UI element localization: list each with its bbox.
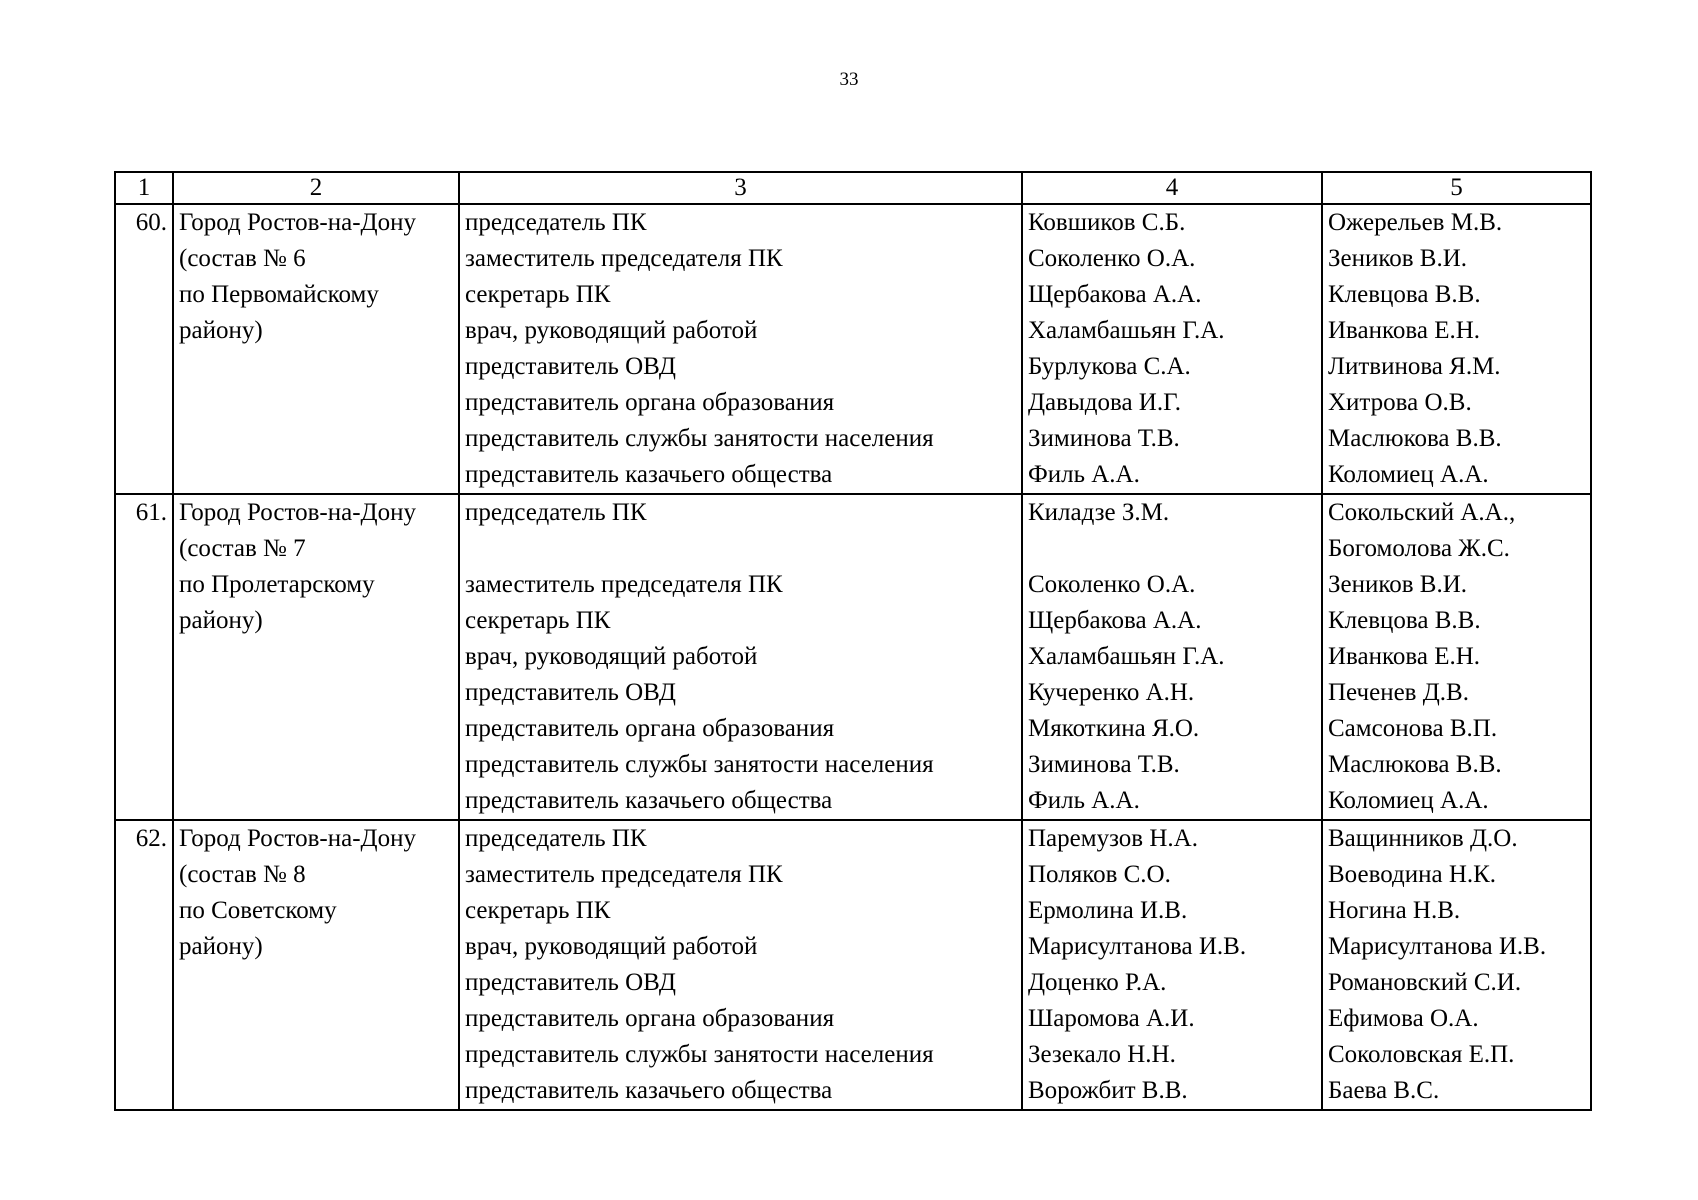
role-line: врач, руководящий работой xyxy=(465,643,758,670)
member-line: Ермолина И.В. xyxy=(1028,897,1188,924)
reserve-line: Ногина Н.В. xyxy=(1328,897,1461,924)
role-line: представитель ОВД xyxy=(465,353,676,380)
reserve-line: Коломиец А.А. xyxy=(1328,461,1489,488)
member-line: Щербакова А.А. xyxy=(1028,607,1202,634)
reserve-line: Ефимова О.А. xyxy=(1328,1005,1479,1032)
row-number-text: 62. xyxy=(135,825,167,852)
column-header: 4 xyxy=(1022,172,1322,204)
column-header: 2 xyxy=(173,172,459,204)
reserve-line: Воеводина Н.К. xyxy=(1328,861,1497,888)
member-line: Филь А.А. xyxy=(1028,461,1140,488)
role-line: председатель ПК xyxy=(465,825,647,852)
roles-cell xyxy=(459,204,1022,494)
member-line: Соколенко О.А. xyxy=(1028,245,1196,272)
role-line: представитель службы занятости населения xyxy=(465,425,934,452)
member-line: Киладзе З.М. xyxy=(1028,499,1170,526)
reserve-line: Сокольский А.А., xyxy=(1328,499,1516,526)
region-line: Город Ростов-на-Дону xyxy=(179,499,416,526)
reserves-cell xyxy=(1322,494,1591,820)
member-line: Поляков С.О. xyxy=(1028,861,1171,888)
member-line: Зезекало Н.Н. xyxy=(1028,1041,1176,1068)
reserve-line: Соколовская Е.П. xyxy=(1328,1041,1515,1068)
reserve-line: Маслюкова В.В. xyxy=(1328,425,1502,452)
members-cell xyxy=(1022,204,1322,494)
member-line: Кучеренко А.Н. xyxy=(1028,679,1195,706)
role-line: представитель казачьего общества xyxy=(465,461,833,488)
reserve-line: Маслюкова В.В. xyxy=(1328,751,1502,778)
role-line: представитель казачьего общества xyxy=(465,787,833,814)
member-line: Соколенко О.А. xyxy=(1028,571,1196,598)
reserve-line: Клевцова В.В. xyxy=(1328,281,1481,308)
row-number xyxy=(115,204,173,494)
reserve-line: Богомолова Ж.С. xyxy=(1328,535,1510,562)
region-line: Город Ростов-на-Дону xyxy=(179,825,416,852)
member-line: Щербакова А.А. xyxy=(1028,281,1202,308)
reserve-line: Иванкова Е.Н. xyxy=(1328,317,1481,344)
reserve-line: Зеников В.И. xyxy=(1328,245,1468,272)
member-line: Давыдова И.Г. xyxy=(1028,389,1181,416)
member-line: Халамбашьян Г.А. xyxy=(1028,643,1225,670)
role-line: председатель ПК xyxy=(465,209,647,236)
role-line: представитель казачьего общества xyxy=(465,1077,833,1104)
role-line xyxy=(465,531,1016,567)
row-number xyxy=(115,494,173,820)
role-line: представитель органа образования xyxy=(465,389,835,416)
member-line: Бурлукова С.А. xyxy=(1028,353,1191,380)
member-line: Зиминова Т.В. xyxy=(1028,751,1180,778)
column-header: 1 xyxy=(115,172,173,204)
role-line: секретарь ПК xyxy=(465,281,611,308)
reserve-line: Самсонова В.П. xyxy=(1328,715,1498,742)
reserve-line: Коломиец А.А. xyxy=(1328,787,1489,814)
role-line: представитель службы занятости населения xyxy=(465,1041,934,1068)
member-line: Паремузов Н.А. xyxy=(1028,825,1198,852)
region-cell xyxy=(173,494,459,820)
role-line: заместитель председателя ПК xyxy=(465,245,783,272)
table-row xyxy=(115,204,1591,494)
role-line: председатель ПК xyxy=(465,499,647,526)
reserve-line: Иванкова Е.Н. xyxy=(1328,643,1481,670)
role-line: заместитель председателя ПК xyxy=(465,861,783,888)
column-header: 3 xyxy=(459,172,1022,204)
region-line: району) xyxy=(179,317,263,344)
role-line: врач, руководящий работой xyxy=(465,933,758,960)
region-line: (состав № 6 xyxy=(179,245,306,272)
member-line: Марисултанова И.В. xyxy=(1028,933,1247,960)
reserve-line: Ващинников Д.О. xyxy=(1328,825,1518,852)
members-cell xyxy=(1022,494,1322,820)
table-row xyxy=(115,820,1591,1110)
table-row xyxy=(115,494,1591,820)
reserve-line: Романовский С.И. xyxy=(1328,969,1522,996)
role-line: секретарь ПК xyxy=(465,607,611,634)
role-line: представитель органа образования xyxy=(465,715,835,742)
role-line: врач, руководящий работой xyxy=(465,317,758,344)
column-header: 5 xyxy=(1322,172,1591,204)
roles-cell xyxy=(459,820,1022,1110)
reserve-line: Литвинова Я.М. xyxy=(1328,353,1501,380)
region-line: Город Ростов-на-Дону xyxy=(179,209,416,236)
member-line: Мякоткина Я.О. xyxy=(1028,715,1200,742)
commission-table xyxy=(114,171,1592,1111)
reserve-line: Печенев Д.В. xyxy=(1328,679,1469,706)
role-line: секретарь ПК xyxy=(465,897,611,924)
members-cell xyxy=(1022,820,1322,1110)
roles-cell xyxy=(459,494,1022,820)
role-line: заместитель председателя ПК xyxy=(465,571,783,598)
reserves-cell xyxy=(1322,204,1591,494)
member-line xyxy=(1028,531,1316,567)
member-line: Халамбашьян Г.А. xyxy=(1028,317,1225,344)
reserves-cell xyxy=(1322,820,1591,1110)
region-line: (состав № 7 xyxy=(179,535,306,562)
region-line: по Пролетарскому xyxy=(179,571,375,598)
role-line: представитель ОВД xyxy=(465,679,676,706)
reserve-line: Баева В.С. xyxy=(1328,1077,1440,1104)
member-line: Ворожбит В.В. xyxy=(1028,1077,1188,1104)
role-line: представитель ОВД xyxy=(465,969,676,996)
reserve-line: Хитрова О.В. xyxy=(1328,389,1472,416)
role-line: представитель органа образования xyxy=(465,1005,835,1032)
region-cell xyxy=(173,204,459,494)
member-line: Филь А.А. xyxy=(1028,787,1140,814)
role-line: представитель службы занятости населения xyxy=(465,751,934,778)
row-number-text: 60. xyxy=(135,209,167,236)
region-line: (состав № 8 xyxy=(179,861,306,888)
region-line: району) xyxy=(179,607,263,634)
member-line: Шаромова А.И. xyxy=(1028,1005,1195,1032)
reserve-line: Ожерельев М.В. xyxy=(1328,209,1503,236)
member-line: Доценко Р.А. xyxy=(1028,969,1167,996)
member-line: Ковшиков С.Б. xyxy=(1028,209,1186,236)
reserve-line: Зеников В.И. xyxy=(1328,571,1468,598)
header-row xyxy=(115,172,1591,204)
reserve-line: Марисултанова И.В. xyxy=(1328,933,1547,960)
region-line: по Советскому xyxy=(179,897,337,924)
reserve-line: Клевцова В.В. xyxy=(1328,607,1481,634)
row-number-text: 61. xyxy=(135,499,167,526)
table-body xyxy=(115,204,1591,1110)
member-line: Зиминова Т.В. xyxy=(1028,425,1180,452)
page-number: 33 xyxy=(839,69,859,90)
region-cell xyxy=(173,820,459,1110)
region-line: району) xyxy=(179,933,263,960)
row-number xyxy=(115,820,173,1110)
region-line: по Первомайскому xyxy=(179,281,379,308)
